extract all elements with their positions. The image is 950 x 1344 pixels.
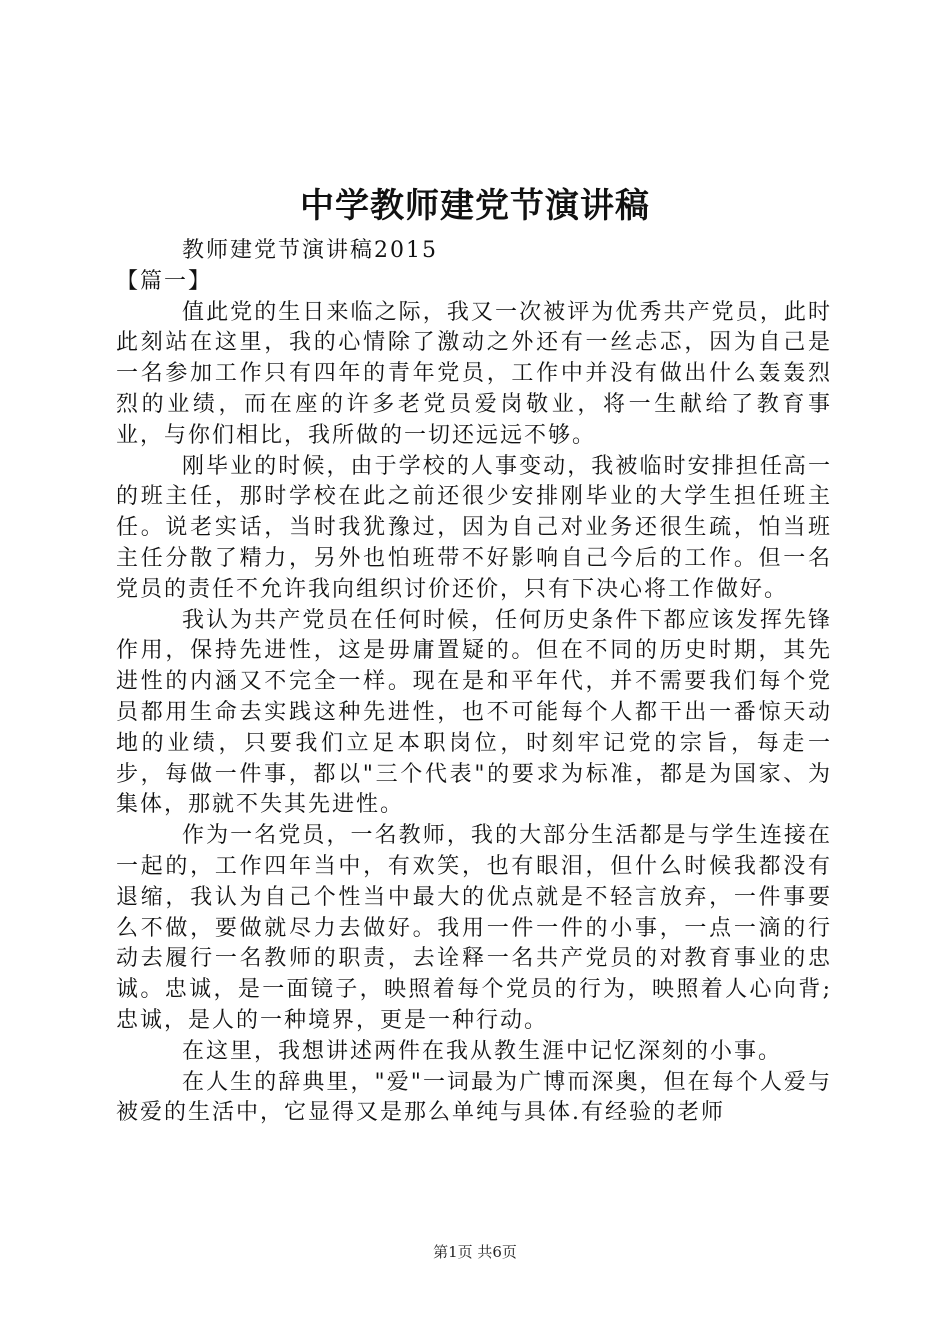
document-title: 中学教师建党节演讲稿	[300, 186, 650, 226]
page-footer: 第1页 共6页	[433, 1243, 517, 1261]
document-body	[116, 236, 832, 1129]
paragraph-5: 在这里，我想讲述两件在我从教生涯中记忆深刻的小事。	[182, 1038, 783, 1064]
paragraph-4: 作为一名党员，一名教师，我的大部分生活都是与学生连接在一起的，工作四年当中，有欢笑，也有眼泪，但什么时候我都没有退缩，我认为自己个性当中最大的优点就是不轻言放弃，一件事要么不做，要做就尽力去做好。我用一件一件的小事，一点一滴的行动去履行一名教师的职责，去诠释一名共产党员的对教育事业的忠诚。忠诚，是一面镜子，映照着每个党员的行为，映照着人心向背;忠诚，是人的一种境界，更是一种行动。	[116, 823, 832, 1033]
paragraph-2: 刚毕业的时候，由于学校的人事变动，我被临时安排担任高一的班主任，那时学校在此之前还很少安排刚毕业的大学生担任班主任。说老实话，当时我犹豫过，因为自己对业务还很生疏，怕当班主任分散了精力，另外也怕班带不好影响自己今后的工作。但一名党员的责任不允许我向组织讨价还价，只有下决心将工作做好。	[116, 453, 832, 602]
document-subtitle: 教师建党节演讲稿2015	[182, 238, 438, 263]
paragraph-3: 我认为共产党员在任何时候，任何历史条件下都应该发挥先锋作用，保持先进性，这是毋庸置疑的。但在不同的历史时期，其先进性的内涵又不完全一样。现在是和平年代，并不需要我们每个党员都用生命去实践这种先进性，也不可能每个人都干出一番惊天动地的业绩，只要我们立足本职岗位，时刻牢记党的宗旨，每走一步，每做一件事，都以"三个代表"的要求为标准，都是为国家、为集体，那就不失其先进性。	[116, 607, 832, 818]
paragraph-1: 值此党的生日来临之际，我又一次被评为优秀共产党员，此时此刻站在这里，我的心情除了激动之外还有一丝忐忑，因为自己是一名参加工作只有四年的青年党员，工作中并没有做出什么轰轰烈烈的业绩，而在座的许多老党员爱岗敬业，将一生献给了教育事业，与你们相比，我所做的一切还远远不够。	[116, 299, 832, 448]
section-label: 【篇一】	[116, 268, 213, 294]
paragraph-6: 在人生的辞典里，"爱"一词最为广博而深奥，但在每个人爱与被爱的生活中，它显得又是那么单纯与具体.有经验的老师	[116, 1069, 832, 1126]
